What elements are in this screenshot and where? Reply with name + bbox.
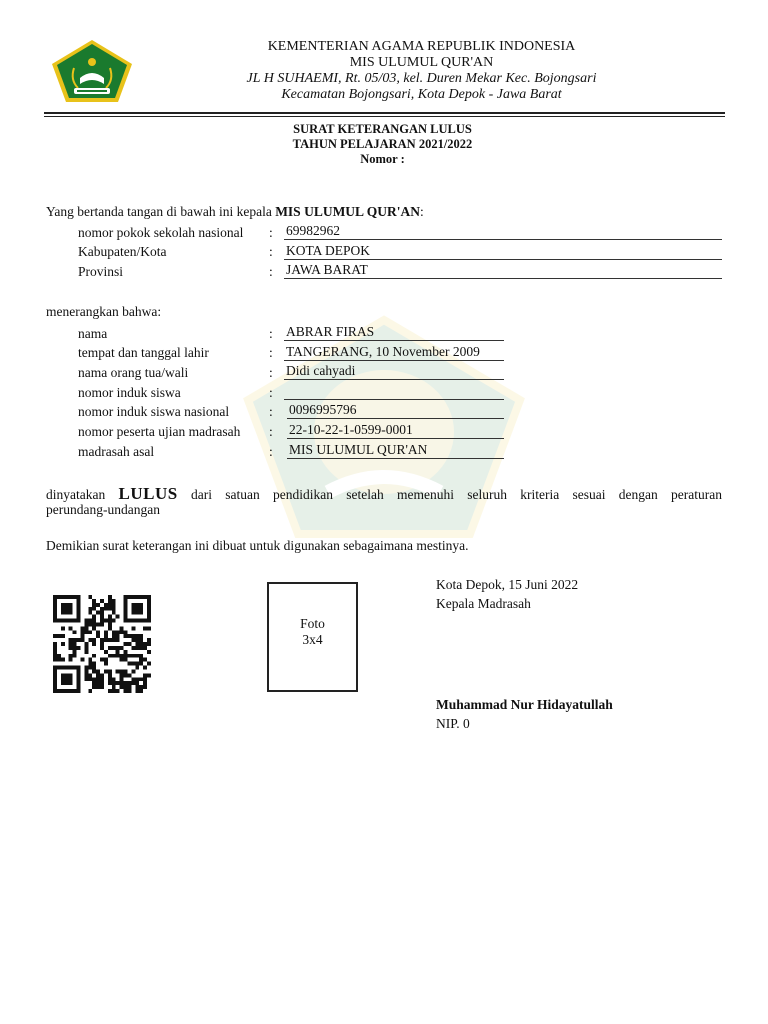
document-number: Nomor :	[360, 152, 405, 166]
field-value-nisn: 0096995796	[287, 402, 504, 419]
field-label: Provinsi	[78, 264, 124, 279]
field-colon: :	[269, 385, 273, 400]
field-value-name: ABRAR FIRAS	[284, 324, 504, 341]
field-colon: :	[269, 244, 273, 259]
qr-code	[46, 595, 158, 693]
field-value-origin-school: MIS ULUMUL QUR'AN	[287, 442, 504, 459]
school-address: JL H SUHAEMI, Rt. 05/03, kel. Duren Mekar Kec. Bojongsari	[246, 71, 597, 86]
intro-text: Yang bertanda tangan di bawah ini kepala	[46, 204, 272, 219]
field-value-province: JAWA BARAT	[284, 262, 722, 279]
signatory-position: Kepala Madrasah	[436, 596, 531, 611]
ministry-name: KEMENTERIAN AGAMA REPUBLIK INDONESIA	[267, 39, 576, 54]
header-divider	[44, 112, 725, 114]
letterhead	[180, 39, 663, 103]
field-colon: :	[269, 404, 273, 419]
intro-school: MIS ULUMUL QUR'AN	[275, 204, 420, 219]
status-badge: LULUS	[118, 484, 178, 503]
field-label: nama orang tua/wali	[78, 365, 189, 380]
declaration-line2: perundang-undangan	[46, 502, 160, 517]
field-colon: :	[269, 225, 273, 240]
academic-year: TAHUN PELAJARAN 2021/2022	[292, 137, 473, 151]
field-value-npsn: 69982962	[284, 223, 722, 240]
title-line: SURAT KETERANGAN LULUS	[293, 122, 472, 136]
field-colon: :	[269, 326, 273, 341]
field-value-city: KOTA DEPOK	[284, 243, 722, 260]
signatory-nip: NIP. 0	[436, 716, 470, 731]
field-value-exam-number: 22-10-22-1-0599-0001	[287, 422, 504, 439]
declaration-prefix: dinyatakan	[46, 487, 106, 502]
field-label: nomor induk siswa	[78, 385, 181, 400]
declaration-line	[46, 485, 722, 503]
field-colon: :	[269, 444, 273, 459]
school-name: MIS ULUMUL QUR'AN	[349, 55, 494, 70]
document-title	[180, 122, 585, 167]
header-divider-thin	[44, 116, 725, 117]
signatory-name: Muhammad Nur Hidayatullah	[436, 697, 613, 712]
place-date: Kota Depok, 15 Juni 2022	[436, 577, 579, 592]
field-label: nomor peserta ujian madrasah	[78, 424, 241, 439]
field-colon: :	[269, 264, 273, 279]
declaration-text: dari satuan pendidikan setelah memenuhi seluruh kriteria sesuai dengan peraturan	[190, 487, 723, 502]
kemenag-logo	[50, 38, 134, 104]
field-value-nis	[284, 383, 504, 400]
field-label: Kabupaten/Kota	[78, 244, 167, 259]
field-colon: :	[269, 424, 273, 439]
field-label: tempat dan tanggal lahir	[78, 345, 209, 360]
photo-label: Foto	[300, 616, 325, 631]
field-label: nama	[78, 326, 108, 341]
intro-suffix: :	[419, 204, 424, 219]
field-value-guardian: Didi cahyadi	[284, 363, 504, 380]
field-value-birth: TANGERANG, 10 November 2009	[284, 344, 504, 361]
intro-line	[46, 204, 424, 220]
field-label: madrasah asal	[78, 444, 155, 459]
states-text: menerangkan bahwa:	[46, 304, 162, 319]
closing-text: Demikian surat keterangan ini dibuat untuk digunakan sebagaimana mestinya.	[46, 538, 469, 553]
field-colon: :	[269, 365, 273, 380]
photo-placeholder	[267, 582, 358, 692]
field-label: nomor pokok sekolah nasional	[78, 225, 244, 240]
field-colon: :	[269, 345, 273, 360]
school-district: Kecamatan Bojongsari, Kota Depok - Jawa Barat	[281, 87, 562, 102]
field-label: nomor induk siswa nasional	[78, 404, 230, 419]
photo-size: 3x4	[302, 632, 323, 647]
